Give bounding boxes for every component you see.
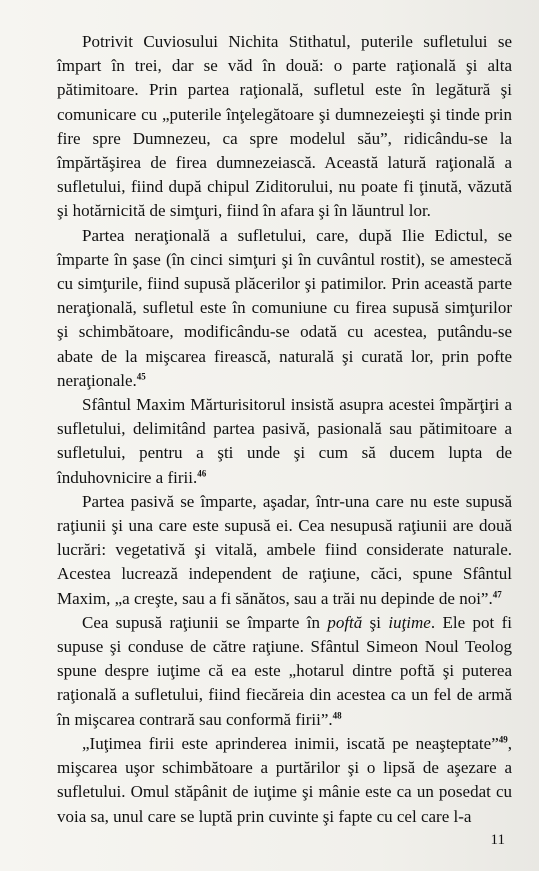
paragraph-4-text: Partea pasivă se împarte, aşadar, într-una care nu este supusă raţiunii şi una care este supusă ei. Cea nesupusă raţiunii are două lucrări: vegetativă şi vitală, ambele fiind considerate naturale. Acestea lucrează independent de raţiune, căci, spune Sfântul Maxim, „a creşte, sau a fi sănătos, sau a trăi nu depinde de noi”. — [57, 491, 512, 608]
footnote-ref-45: 45 — [136, 371, 146, 382]
paragraph-3-text: Sfântul Maxim Mărturisitorul insistă asupra acestei împărţiri a sufletului, delimitând partea pasivă, pasională sau pătimitoare a sufletului, pentru a şti unde şi cum să ducem lupta de înduhovnicire a firii. — [57, 395, 512, 487]
emphasis-iutime: iuţime — [388, 612, 431, 632]
body-text — [57, 30, 512, 829]
footnote-ref-49: 49 — [498, 734, 508, 745]
paragraph-6 — [57, 732, 512, 829]
footnote-ref-46: 46 — [197, 468, 207, 478]
paragraph-5 — [57, 611, 512, 732]
footnote-ref-48: 48 — [332, 710, 342, 721]
footnote-ref-47: 47 — [492, 589, 502, 600]
paragraph-5-text: Cea supusă raţiunii se împarte în poftă şi iuţime. Ele pot fi supuse şi conduse de către raţiune. Sfântul Simeon Noul Teolog spune despre iuţime că ea este „hotarul dintre poftă şi puterea raţională a sufletului, fiind fiecăreia din acestea ca un fel de armă în mişcarea contrară sau conformă firii”. — [57, 612, 512, 729]
paragraph-2 — [57, 224, 512, 393]
emphasis-pofta: poftă — [327, 612, 363, 632]
paragraph-1-text: Potrivit Cuviosului Nichita Stithatul, puterile sufletului se împart în trei, dar se văd în două: o parte raţională şi alta pătimitoare. Prin partea raţională, sufletul este în legătură şi comunicare cu „puterile înţelegătoare şi dumnezeieşti şi tinde prin fire spre Dumnezeu, ca spre modelul său”, ridicându-se la împărtăşirea de firea dumnezeiască. Această latură raţională a sufletului, fiind după chipul Ziditorului, nu poate fi ţinută, văzută şi hotărnicită de simţuri, fiind în afara şi în lăuntrul lor. — [57, 32, 512, 221]
paragraph-2-text: Partea neraţională a sufletului, care, după Ilie Edictul, se împarte în şase (în cinci simţuri şi în cuvântul rostit), se amestecă cu simţurile, fiind supusă plăcerilor şi patimilor. Prin această parte neraţională, sufletul este în comuniune cu firea supusă simţurilor şi schimbătoare, modificându-se odată cu acestea, putându-se abate de la mişcarea firească, naturală şi curată lor, prin pofte neraţionale. — [57, 225, 512, 390]
paragraph-6-text: „Iuţimea firii este aprinderea inimii, iscată pe neaşteptate” — [82, 733, 499, 753]
paragraph-4 — [57, 490, 512, 611]
paragraph-1 — [57, 30, 512, 224]
page-number: 11 — [490, 832, 505, 848]
paragraph-6-continuation: , mişcarea uşor schimbătoare a purtărilor şi o lipsă de aşezare a sufletului. Omul stăpânit de iuţime şi mânie este ca un posedat cu voia sa, unul care se luptă prin cuvinte şi fapte cu cel care l-a — [57, 733, 512, 826]
paragraph-3 — [57, 393, 512, 490]
